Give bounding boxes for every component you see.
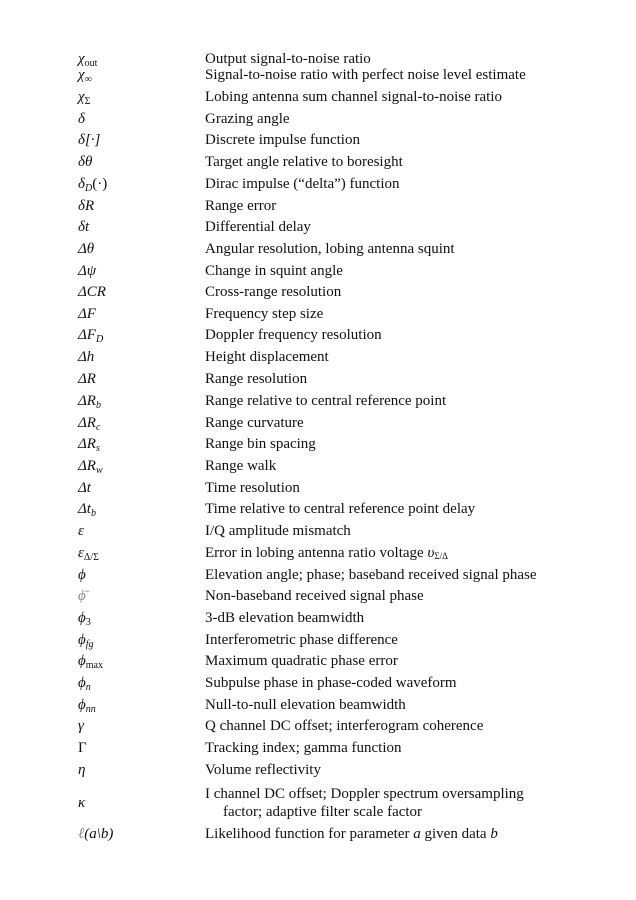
list-item: [78, 370, 578, 392]
symbol: Δθ: [78, 241, 95, 257]
description: Angular resolution, lobing antenna squint: [205, 241, 455, 257]
description: Range bin spacing: [205, 436, 316, 452]
symbol: ϕ̄: [78, 588, 86, 604]
list-item: [78, 566, 578, 587]
symbol: ΔF: [78, 306, 96, 322]
description: Range curvature: [205, 415, 304, 431]
list-item: [78, 587, 578, 609]
list-item: [78, 218, 578, 240]
list-item: [78, 414, 578, 435]
symbol: $\phi_n$: [78, 675, 91, 693]
list-item: [78, 544, 578, 566]
list-item: [78, 110, 578, 131]
description: Differential delay: [205, 219, 311, 235]
symbol: $\phi_{max}$: [78, 653, 103, 671]
description: Interferometric phase difference: [205, 632, 398, 648]
symbol: $\phi_{nn}$: [78, 697, 96, 715]
symbol: $\Delta R_c$: [78, 415, 101, 433]
symbol: $\Delta R_b$: [78, 393, 101, 411]
symbol: ℓ(a\b): [78, 826, 114, 842]
description: Range error: [205, 198, 277, 214]
description: Non-baseband received signal phase: [205, 588, 424, 604]
list-item: [78, 674, 578, 696]
description: I/Q amplitude mismatch: [205, 523, 351, 539]
list-item: [78, 522, 578, 544]
symbol: γ: [78, 718, 84, 734]
list-item: [78, 652, 578, 674]
description: Change in squint angle: [205, 263, 343, 279]
list-item: [78, 457, 578, 479]
symbol: η: [78, 762, 86, 778]
symbol: Δψ: [78, 263, 97, 279]
list-item: [78, 435, 578, 457]
list-item: [78, 283, 578, 305]
description: Q channel DC offset; interferogram coherence: [205, 718, 484, 734]
symbol: $\Delta t_b$: [78, 501, 96, 519]
description: Cross-range resolution: [205, 284, 342, 300]
description: Elevation angle; phase; baseband received signal phase: [205, 567, 537, 583]
list-item: [78, 240, 578, 262]
symbol: δθ: [78, 154, 93, 170]
description: Target angle relative to boresight: [205, 154, 403, 170]
description: Time resolution: [205, 480, 300, 496]
list-item: [78, 609, 578, 631]
description: Volume reflectivity: [205, 762, 321, 778]
description: Time relative to central reference point delay: [205, 501, 476, 517]
list-item: [78, 631, 578, 652]
description: Range walk: [205, 458, 277, 474]
description: 3-dB elevation beamwidth: [205, 610, 365, 626]
description: Signal-to-noise ratio with perfect noise level estimate: [205, 67, 526, 83]
description: Error in lobing antenna ratio voltage $\upsilon_{\Sigma/\Delta}$: [205, 545, 448, 561]
symbol: ΔR: [78, 371, 96, 387]
symbol: $\phi_3$: [78, 610, 91, 628]
symbol: δR: [78, 198, 95, 214]
description: I channel DC offset; Doppler spectrum oversampling factor; adaptive filter scale factor: [205, 786, 524, 820]
symbol: $\delta_D(\cdot)$: [78, 176, 108, 194]
list-item: [78, 131, 578, 153]
description: Frequency step size: [205, 306, 324, 322]
list-item: [78, 153, 578, 175]
list-item: [78, 305, 578, 326]
symbol: δt: [78, 219, 90, 235]
description: Subpulse phase in phase-coded waveform: [205, 675, 457, 691]
symbol: ΔCR: [78, 284, 106, 300]
symbol: $\chi_\Sigma$: [78, 89, 91, 107]
symbol: Γ: [78, 740, 87, 756]
symbol-list: [78, 50, 578, 847]
symbol: $\varepsilon_{\Delta/\Sigma}$: [78, 545, 99, 563]
symbol: Δh: [78, 349, 95, 365]
list-item: [78, 197, 578, 218]
list-item: [78, 88, 578, 110]
list-item: [78, 262, 578, 283]
description: Tracking index; gamma function: [205, 740, 402, 756]
symbol: $\Delta R_w$: [78, 458, 103, 476]
symbol: Δt: [78, 480, 91, 496]
symbol: $\chi_\infty$: [78, 67, 92, 85]
list-item: [78, 392, 578, 414]
description: Output signal-to-noise ratio: [205, 51, 371, 67]
description: Height displacement: [205, 349, 329, 365]
symbol: $\Delta R_s$: [78, 436, 100, 454]
list-item: [78, 500, 578, 522]
symbol: ε: [78, 523, 84, 539]
list-item: [78, 175, 578, 197]
description: Range relative to central reference point: [205, 393, 447, 409]
list-item: [78, 50, 578, 69]
description: Likelihood function for parameter a given data b: [205, 826, 498, 842]
symbol: δ[·]: [78, 132, 101, 148]
description: Range resolution: [205, 371, 308, 387]
list-item: [78, 479, 578, 500]
description: Doppler frequency resolution: [205, 327, 382, 343]
list-item: [78, 66, 578, 88]
description: Lobing antenna sum channel signal-to-noise ratio: [205, 89, 503, 105]
symbol: κ: [78, 795, 86, 811]
symbol: $\phi_{fg}$: [78, 632, 94, 650]
symbol: δ: [78, 111, 85, 127]
list-item: [78, 739, 578, 761]
symbol: $\Delta F_D$: [78, 327, 104, 345]
list-item: [78, 717, 578, 739]
symbol: ϕ: [78, 567, 86, 583]
list-item: [78, 783, 578, 823]
list-item: [78, 326, 578, 348]
description: Discrete impulse function: [205, 132, 360, 148]
description: Grazing angle: [205, 111, 290, 127]
list-item: [78, 761, 578, 783]
description: Null-to-null elevation beamwidth: [205, 697, 406, 713]
symbol: $\chi_{out}$: [78, 51, 98, 69]
list-item: [78, 696, 578, 717]
list-item: [78, 348, 578, 370]
description: Maximum quadratic phase error: [205, 653, 398, 669]
list-item: [78, 825, 578, 847]
description: Dirac impulse (“delta”) function: [205, 176, 400, 192]
